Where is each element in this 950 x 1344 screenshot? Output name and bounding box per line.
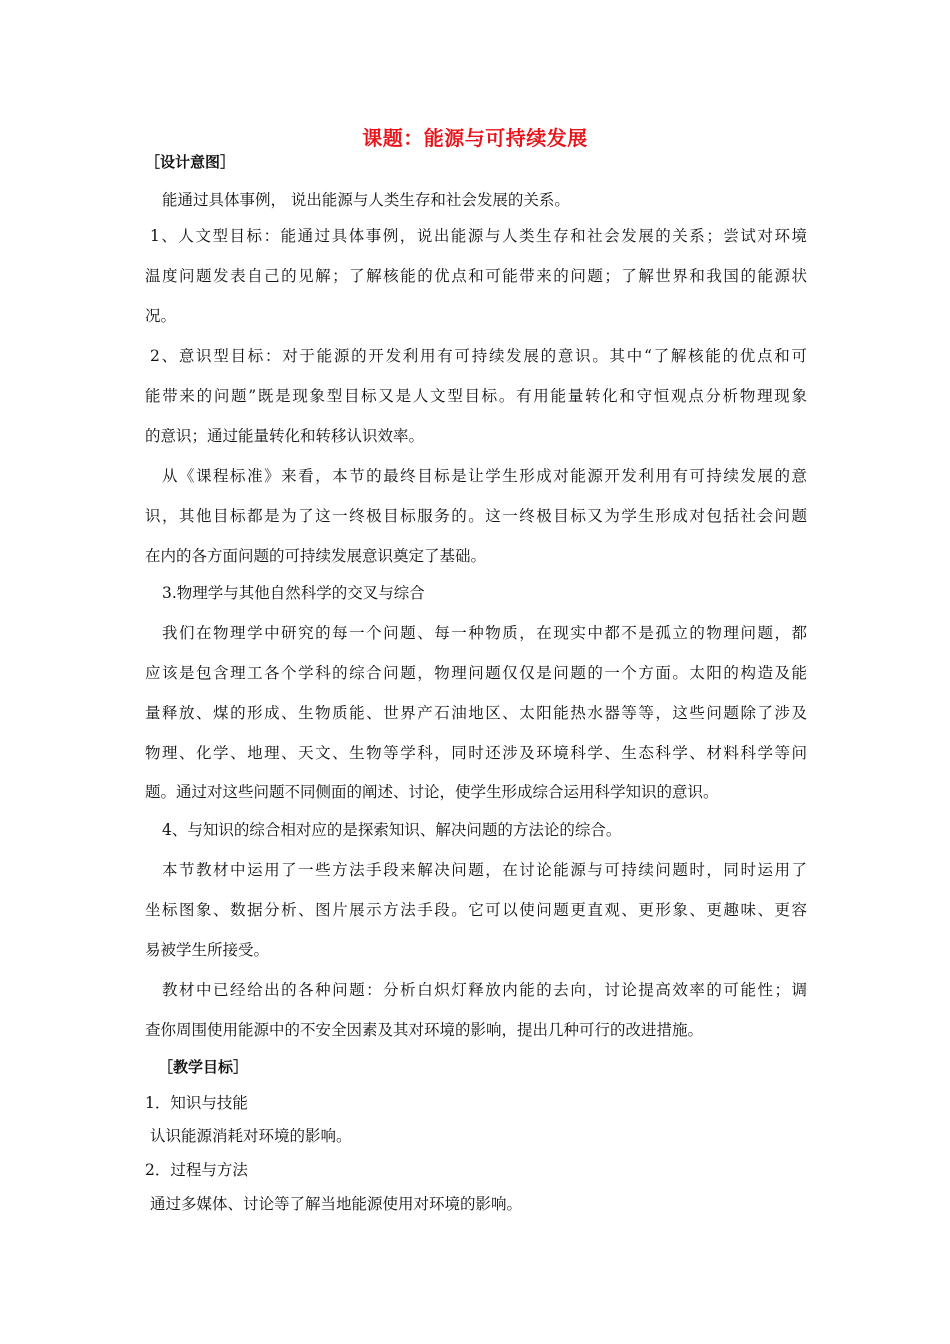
subsection-heading: 2．过程与方法 (145, 1161, 248, 1179)
paragraph-line: 我们在物理学中研究的每一个问题、每一种物质，在现实中都不是孤立的物理问题，都 (162, 624, 807, 642)
paragraph-line: 1、人文型目标：能通过具体事例，说出能源与人类生存和社会发展的关系；尝试对环境 (150, 227, 807, 245)
section-heading-teaching-goals: ［教学目标］ (158, 1058, 249, 1076)
paragraph-line: 温度问题发表自己的见解；了解核能的优点和可能带来的问题；了解世界和我国的能源状 (145, 267, 807, 285)
paragraph-line: 物理、化学、地理、天文、生物等学科，同时还涉及环境科学、生态科学、材料科学等问 (145, 744, 807, 762)
paragraph-line: 识，其他目标都是为了这一终极目标服务的。这一终极目标又为学生形成对包括社会问题 (145, 507, 807, 525)
paragraph-line: 认识能源消耗对环境的影响。 (150, 1127, 352, 1145)
subsection-heading: 1．知识与技能 (145, 1094, 248, 1112)
paragraph-line: 从《课程标准》来看，本节的最终目标是让学生形成对能源开发利用有可持续发展的意 (162, 467, 807, 485)
paragraph-line: 通过多媒体、讨论等了解当地能源使用对环境的影响。 (150, 1195, 523, 1213)
paragraph-line: 易被学生所接受。 (145, 941, 270, 959)
paragraph-line: 坐标图象、数据分析、图片展示方法手段。它可以使问题更直观、更形象、更趣味、更容 (145, 901, 807, 919)
paragraph-line: 能带来的问题”既是现象型目标又是人文型目标。有用能量转化和守恒观点分析物理现象 (145, 387, 807, 405)
paragraph-line: 在内的各方面问题的可持续发展意识奠定了基础。 (145, 547, 487, 565)
paragraph-line: 4、与知识的综合相对应的是探索知识、解决问题的方法论的综合。 (162, 821, 622, 839)
paragraph-line: 况。 (145, 307, 177, 325)
paragraph-line: 题。通过对这些问题不同侧面的阐述、讨论，使学生形成综合运用科学知识的意识。 (145, 783, 719, 801)
paragraph-line: 的意识；通过能量转化和转移认识效率。 (145, 427, 425, 445)
section-heading-design-intent: ［设计意图］ (145, 153, 236, 171)
paragraph-line: 查你周围使用能源中的不安全因素及其对环境的影响，提出几种可行的改进措施。 (145, 1021, 704, 1039)
paragraph-line: 本节教材中运用了一些方法手段来解决问题，在讨论能源与可持续问题时，同时运用了 (162, 861, 807, 879)
paragraph-line: 应该是包含理工各个学科的综合问题，物理问题仅仅是问题的一个方面。太阳的构造及能 (145, 664, 807, 682)
paragraph-line: 3.物理学与其他自然科学的交叉与综合 (162, 584, 425, 602)
paragraph-line: 量释放、煤的形成、生物质能、世界产石油地区、太阳能热水器等等，这些问题除了涉及 (145, 704, 807, 722)
paragraph-line: 教材中已经给出的各种问题：分析白炽灯释放内能的去向，讨论提高效率的可能性；调 (162, 981, 807, 999)
paragraph-line: 2、意识型目标：对于能源的开发利用有可持续发展的意识。其中“了解核能的优点和可 (150, 347, 807, 365)
document-title: 课题：能源与可持续发展 (362, 126, 588, 150)
paragraph-line: 能通过具体事例， 说出能源与人类生存和社会发展的关系。 (162, 191, 570, 209)
